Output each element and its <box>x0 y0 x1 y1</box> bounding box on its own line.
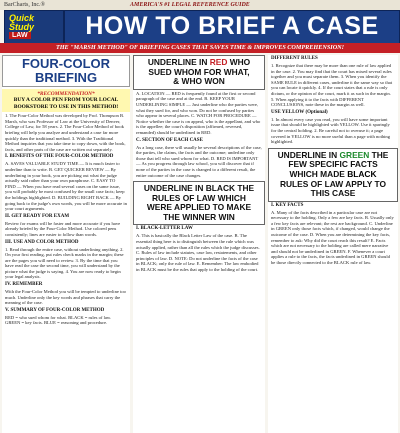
logo-quick: Quick <box>9 13 35 23</box>
black-heading-line1: UNDERLINE IN BLACK THE <box>143 183 255 194</box>
four-color-heading-line2: BRIEFING <box>34 70 98 85</box>
red-heading-line2: SUED WHOM FOR WHAT, <box>148 66 250 77</box>
different-rules-heading: DIFFERENT RULES <box>271 56 318 61</box>
key-facts-heading: I. KEY FACTS <box>271 202 304 208</box>
logo-law: LAW <box>9 32 31 39</box>
column-red-black <box>133 55 265 433</box>
top-bar <box>0 0 400 10</box>
yellow-text: 1. In almost every case you read, you will have some important issue that should be highlighted with YELLOW. Use it sparingly for the central holding. 2. Be careful not to overuse it; a page covered in YELLOW is no more useful than a page with nothing highlighted. <box>271 116 391 145</box>
exam-text: Review for exams will be faster and more accurate if you have already briefed by the Four-Color Method. Use colored pens consistently; lines are easier to follow than words. <box>5 220 121 237</box>
red-heading-line1: UNDERLINE IN RED WHO <box>147 57 251 67</box>
key-facts-text: A. Many of the facts described in a particular case are not necessary to the holding. Only a few are key facts. B. Usually only a few key facts are relevant; the rest are background. C. Underline in GREEN only those facts which, if changed, would change the outcome of the case. D. When you are determining the key facts, remember to ask: Why did the court reach this result? E. Facts which are not necessary to the holding are called mere narrative and should not be underlined in GREEN. F. Whenever a court applies a rule to the facts, the facts underlined in GREEN should be those directly connected to the BLACK rule of law. <box>271 209 394 266</box>
red-body-text-1: A. LOCATION — RED is frequently found at the first or second paragraph of the case and at the end. B. KEEP YOUR UNDERLINING SIMPLE — Just underline who the parties were, what they sued for, and who won. Do not be confused by parties who appear in several places. C. WATCH FOR PROCEDURE — Notice whether the case is on appeal, who is the appellant, and who is the appellee; the court's disposition (affirmed, reversed, remanded) should be underlined in RED. <box>136 90 261 135</box>
column-green <box>268 55 398 433</box>
four-color-heading <box>2 55 130 87</box>
recommendation-box <box>2 89 130 112</box>
benefits-text: A. SAVES VALUABLE STUDY TIME — It is much faster to underline than to write. B. GET QUICKER REVIEW — By underlining in your book, you are picking out what the judge actually said rather than your own paraphrase. C. EASY TO FIND — When you have read several cases on the same issue, you will probably be most confused by the small case facts; keep the holdings highlighted. D. BUILDING RIGHT BACK — By going back to the judge's own words, you will be more accurate in your court arguments. <box>5 161 127 212</box>
green-heading-line5: THIS CASE <box>310 188 356 199</box>
green-heading-line3: WHICH MADE BLACK <box>289 168 377 179</box>
recommendation-title: *RECOMMENDATION* <box>37 91 95 97</box>
remember-text: With the Four-Color Method you will be tempted to underline too much. Underline only the key words and phrases that carry the meaning of the case. <box>5 289 126 306</box>
page-title: HOW TO BRIEF A CASE <box>85 12 379 40</box>
use-heading: III. USE AND COLOR METHOD <box>5 239 79 245</box>
quickstudy-logo <box>4 10 64 44</box>
page-subtitle: THE "MARSH METHOD" OF BRIEFING CASES THAT SAVES TIME & IMPROVES COMPREHENSION! <box>0 43 400 53</box>
red-section-heading: C. SECTION OF EACH CASE <box>136 137 203 143</box>
black-heading-line2: RULES OF LAW WHICH <box>152 192 246 203</box>
different-rules-text: 1. Recognize that there may be more than one rule of law applied in the case. 2. You may find that the court has mixed several rules together and you must separate them. 3. When you identify the SAME RULE in different cases, underline it the same way so that you can locate it quickly. 4. If the court states that a rule is only dictum, or the opinion of the court, mark it as such in the margin. 5. When applying it to the facts with DIFFERENT CONCLUSIONS, note these in the margin as well. <box>271 63 393 108</box>
remember-heading: IV. REMEMBER <box>5 282 43 288</box>
black-heading-box <box>133 181 265 225</box>
summary-text: RED = who sued whom for what. BLACK = rules of law. GREEN = key facts. BLUE = reasoning and procedure. <box>5 314 112 326</box>
publisher-label: BarCharts, Inc.® <box>4 2 46 8</box>
intro-text: 1. The Four-Color Method was developed by Prof. Thompson B. Marsh, who was Professor of Law at the University of Denver, College of Law, for 58 years. 2. The Four-Color Method of book briefing will help you analyze and understand a case far more quickly than the traditional method. 3. With the Traditional Method inquiries that you take time to copy down, with the book, facts, and other parts of the case are written out separately. <box>5 113 126 152</box>
black-letter-heading: I. BLACK-LETTER LAW <box>136 226 193 232</box>
green-heading-line2: FEW SPECIFIC FACTS <box>288 159 378 170</box>
black-heading-line4: THE WINNER WIN <box>163 211 235 222</box>
column-four-color <box>2 55 130 433</box>
red-body-text-2: As a long case, there will usually be several descriptions of the case, the parties, the claims, the facts and the outcome; underline only those that tell who sued whom for what. D. RED IS IMPORTANT — As you progress through law school, you will discover that if none of the parties in the case is changed to a different result, the entire outcome of the case changes. <box>136 144 262 178</box>
red-heading-line3: & WHO WON <box>173 76 225 87</box>
green-heading-line4: RULES OF LAW APPLY TO <box>279 178 387 189</box>
green-heading-box <box>268 148 398 202</box>
guide-label: AMERICA'S #1 LEGAL REFERENCE GUIDE <box>130 2 250 8</box>
summary-heading: V. SUMMARY OF FOUR-COLOR METHOD <box>5 307 105 313</box>
green-heading-line1: UNDERLINE IN GREEN THE <box>277 149 389 160</box>
benefits-heading: I. BENEFITS OF THE FOUR-COLOR METHOD <box>5 154 114 160</box>
use-text: 1. Read through the entire case, without underlining anything. 2. On your first reading, put rules check marks in the margin; these are the pages you will need to review. 3. By the time that you have read the case the second time, you will understand by the picture what the judge is saying. 4. You are now ready to begin your legal analysis. <box>5 246 124 280</box>
recommendation-text: BUY A COLOR PEN FROM YOUR LOCAL BOOKSTORE TO USE IN THIS METHOD! <box>13 97 119 110</box>
red-heading-box <box>133 55 265 90</box>
yellow-heading: USE YELLOW (Optional) <box>271 109 328 115</box>
title-banner <box>64 10 400 44</box>
black-heading-line3: WERE APPLIED TO MAKE <box>146 202 252 213</box>
black-body-text: A. This is basically the Black Letter Law of the case. B. The essential thing here is to distinguish between the rule which was actually applied, rather than all the rules which the judge discusses. C. Rules of law include statutes, case law, restatements, and other principles of law. D. NOTE: Do not underline the facts of the case in BLACK; only the rule of law. E. Remember: The law embodied in BLACK must be the rules that apply to the holding of the court. <box>136 233 260 273</box>
four-color-heading-line1: FOUR-COLOR <box>21 56 111 71</box>
exam-heading: II. GET READY FOR EXAM <box>5 213 70 219</box>
logo-study: Study <box>9 22 35 32</box>
